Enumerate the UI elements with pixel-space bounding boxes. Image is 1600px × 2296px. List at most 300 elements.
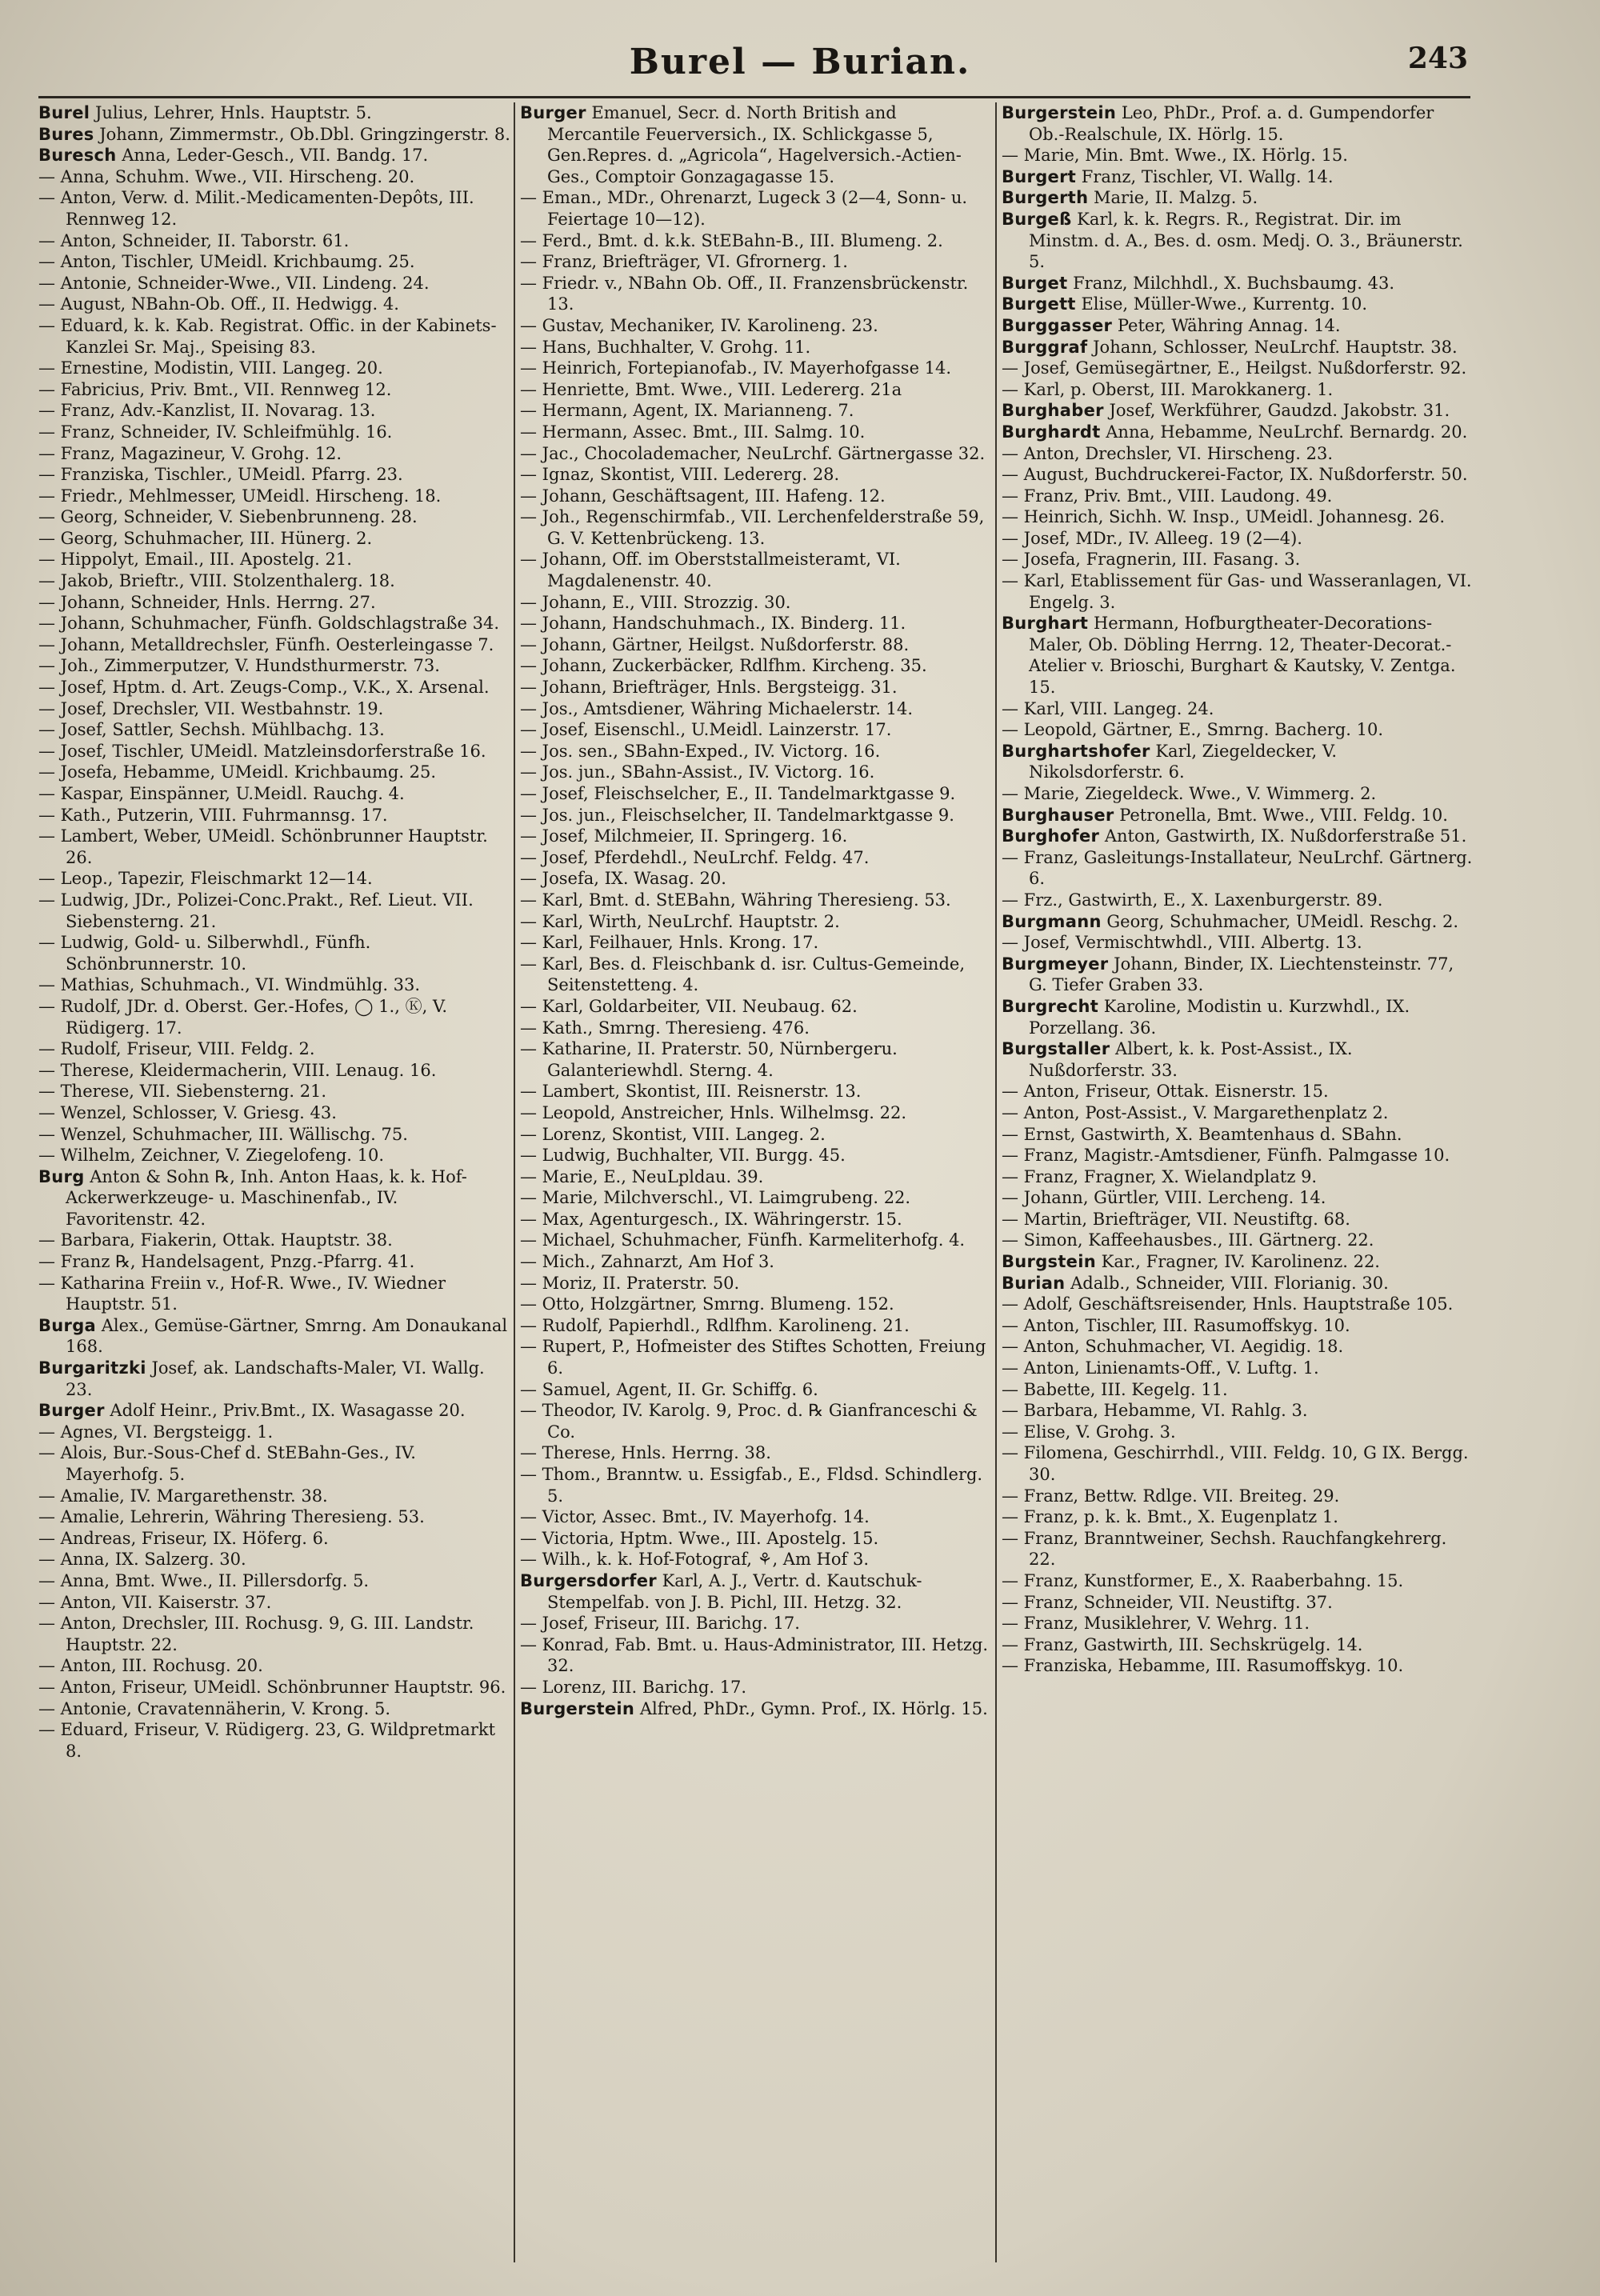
entry-details: — Johann, Schneider, Hnls. Herrng. 27. xyxy=(38,592,376,612)
directory-entry xyxy=(1002,890,1474,911)
directory-entry xyxy=(38,634,510,656)
directory-entry xyxy=(1002,1358,1474,1379)
entry-details: — Georg, Schuhmacher, III. Hünerg. 2. xyxy=(38,528,373,548)
directory-entry xyxy=(38,464,510,486)
directory-entry xyxy=(520,1698,992,1720)
directory-entry xyxy=(38,1315,510,1358)
entry-details: — Ludwig, Gold- u. Silberwhdl., Fünfh. Schönbrunnerstr. 10. xyxy=(38,933,371,974)
directory-entry xyxy=(38,805,510,826)
entry-surname: Burian xyxy=(1002,1273,1066,1293)
directory-entry xyxy=(520,805,992,826)
directory-entry xyxy=(520,1400,992,1442)
entry-details: — Anton, Friseur, Ottak. Eisnerstr. 15. xyxy=(1002,1082,1329,1102)
entry-details: — Adolf, Geschäftsreisender, Hnls. Hauptstraße 105. xyxy=(1002,1294,1454,1314)
entry-details: — Rudolf, Papierhdl., Rdlfhm. Karolineng. 21. xyxy=(520,1315,910,1335)
directory-entry xyxy=(1002,337,1474,358)
entry-details: — Wenzel, Schlosser, V. Griesg. 43. xyxy=(38,1102,337,1122)
directory-entry xyxy=(520,1677,992,1698)
entry-details: Leo, PhDr., Prof. a. d. Gumpendorfer Ob.-Realschule, IX. Hörlg. 15. xyxy=(1029,103,1434,144)
entry-details: — Jos., Amtsdiener, Währing Michaelerstr. 14. xyxy=(520,698,913,718)
directory-entry xyxy=(1002,379,1474,401)
directory-entry xyxy=(38,549,510,570)
entry-details: — Ernst, Gastwirth, X. Beamtenhaus d. SBahn. xyxy=(1002,1124,1402,1144)
directory-entry xyxy=(38,400,510,422)
entry-details: — Kaspar, Einspänner, U.Meidl. Rauchg. 4. xyxy=(38,784,405,803)
directory-entry xyxy=(38,166,510,188)
directory-entry xyxy=(38,655,510,677)
directory-entry xyxy=(520,826,992,847)
entry-details: — Wenzel, Schuhmacher, III. Wällischg. 75. xyxy=(38,1124,408,1144)
entry-details: — Joh., Zimmerputzer, V. Hundsthurmerstr. 73. xyxy=(38,656,440,676)
directory-entry xyxy=(520,634,992,656)
entry-surname: Burghaber xyxy=(1002,401,1104,421)
directory-entry xyxy=(1002,1038,1474,1081)
column-2 xyxy=(520,102,992,2278)
directory-entry xyxy=(520,1102,992,1124)
directory-entry xyxy=(1002,1486,1474,1507)
directory-entry xyxy=(38,145,510,166)
directory-entry xyxy=(38,719,510,741)
directory-entry xyxy=(38,294,510,315)
directory-entry xyxy=(520,1464,992,1506)
directory-entry xyxy=(38,528,510,550)
entry-surname: Burgerth xyxy=(1002,188,1089,208)
directory-entry xyxy=(1002,464,1474,486)
entry-details: — Josefa, Fragnerin, III. Fasang. 3. xyxy=(1002,550,1301,570)
directory-entry xyxy=(1002,741,1474,783)
directory-entry xyxy=(38,422,510,443)
directory-entry xyxy=(38,1677,510,1698)
entry-details: — August, NBahn-Ob. Off., II. Hedwigg. 4. xyxy=(38,294,399,314)
directory-entry xyxy=(520,1613,992,1634)
entry-details: — Josef, Sattler, Sechsh. Mühlbachg. 13. xyxy=(38,720,385,740)
directory-entry xyxy=(38,1528,510,1550)
entry-details: Karl, k. k. Regrs. R., Registrat. Dir. im Minstm. d. A., Bes. d. osm. Medj. O. 3., Bräunerstr. 5. xyxy=(1029,209,1463,272)
directory-entry xyxy=(38,506,510,528)
directory-entry xyxy=(520,1379,992,1401)
directory-entry xyxy=(520,868,992,890)
entry-details: — Anton, Linienamts-Off., V. Luftg. 1. xyxy=(1002,1358,1319,1378)
directory-entry xyxy=(38,698,510,720)
directory-entry xyxy=(1002,1209,1474,1230)
directory-entry xyxy=(38,1251,510,1273)
entry-details: — Jakob, Brieftr., VIII. Stolzenthalerg. 18. xyxy=(38,571,395,591)
directory-entry xyxy=(38,230,510,252)
directory-entry xyxy=(520,1315,992,1337)
directory-entry xyxy=(520,1528,992,1550)
entry-details: — Franz, Kunstformer, E., X. Raaberbahng. 15. xyxy=(1002,1570,1404,1590)
directory-entry xyxy=(1002,911,1474,933)
entry-surname: Burger xyxy=(38,1401,105,1421)
entry-details: — Leopold, Anstreicher, Hnls. Wilhelmsg. 22. xyxy=(520,1102,907,1122)
directory-entry xyxy=(520,358,992,379)
directory-entry xyxy=(38,613,510,634)
entry-surname: Burgersdorfer xyxy=(520,1570,657,1590)
directory-entry xyxy=(38,890,510,932)
directory-entry xyxy=(1002,847,1474,890)
entry-details: — Ferd., Bmt. d. k.k. StEBahn-B., III. Blumeng. 2. xyxy=(520,230,943,250)
directory-entry xyxy=(520,379,992,401)
entry-details: — Rupert, P., Hofmeister des Stiftes Schotten, Freiung 6. xyxy=(520,1337,986,1378)
entry-details: — Ludwig, JDr., Polizei-Conc.Prakt., Ref. Lieut. VII. Siebensterng. 21. xyxy=(38,890,474,931)
entry-details: Anna, Hebamme, NeuLrchf. Bernardg. 20. xyxy=(1100,422,1468,442)
entry-details: — Andreas, Friseur, IX. Höferg. 6. xyxy=(38,1528,329,1548)
entry-surname: Burgstein xyxy=(1002,1252,1096,1272)
column-divider xyxy=(995,102,997,2262)
directory-entry xyxy=(1002,1655,1474,1677)
directory-entry xyxy=(38,1698,510,1720)
directory-entry xyxy=(1002,1145,1474,1166)
directory-entry xyxy=(38,1442,510,1485)
directory-entry xyxy=(38,1655,510,1677)
directory-entry xyxy=(520,1209,992,1230)
entry-details: Johann, Zimmermstr., Ob.Dbl. Gringzingerstr. 8. xyxy=(94,124,510,144)
directory-entry xyxy=(520,762,992,783)
directory-entry xyxy=(1002,1506,1474,1528)
entry-details: — Johann, Briefträger, Hnls. Bergsteigg. 31. xyxy=(520,678,898,698)
directory-entry xyxy=(520,187,992,230)
directory-entry xyxy=(520,1336,992,1378)
entry-details: — Johann, Gärtner, Heilgst. Nußdorferstr. 88. xyxy=(520,634,910,654)
entry-details: — Karl, Feilhauer, Hnls. Krong. 17. xyxy=(520,933,819,953)
entry-details: — Amalie, IV. Margarethenstr. 38. xyxy=(38,1486,328,1506)
directory-entry xyxy=(1002,486,1474,507)
entry-details: — August, Buchdruckerei-Factor, IX. Nußdorferstr. 50. xyxy=(1002,465,1468,485)
directory-entry xyxy=(38,358,510,379)
entry-details: — Josef, Drechsler, VII. Westbahnstr. 19. xyxy=(38,698,384,718)
entry-details: — Franziska, Hebamme, III. Rasumoffskyg. 10. xyxy=(1002,1656,1404,1676)
directory-entry xyxy=(38,1719,510,1762)
directory-entry xyxy=(38,826,510,868)
directory-entry xyxy=(1002,443,1474,465)
entry-surname: Burggasser xyxy=(1002,315,1113,335)
column-1 xyxy=(38,102,510,2278)
directory-entry xyxy=(520,1230,992,1251)
entry-details: Anna, Leder-Gesch., VII. Bandg. 17. xyxy=(116,146,429,166)
directory-entry xyxy=(38,741,510,762)
entry-details: Alex., Gemüse-Gärtner, Smrng. Am Donaukanal 168. xyxy=(66,1315,508,1357)
entry-details: — Samuel, Agent, II. Gr. Schiffg. 6. xyxy=(520,1379,818,1399)
entry-details: Peter, Währing Annag. 14. xyxy=(1112,315,1341,335)
entry-surname: Burgerstein xyxy=(1002,103,1117,122)
entry-details: — Heinrich, Sichh. W. Insp., UMeidl. Johannesg. 26. xyxy=(1002,507,1446,527)
entry-details: — Anna, Schuhm. Wwe., VII. Hirscheng. 20. xyxy=(38,166,415,186)
directory-entry xyxy=(1002,1294,1474,1315)
entry-details: — Lorenz, III. Barichg. 17. xyxy=(520,1677,747,1697)
entry-details: — Johann, E., VIII. Strozzig. 30. xyxy=(520,592,791,612)
directory-entry xyxy=(520,1124,992,1146)
entry-surname: Burger xyxy=(520,103,586,122)
directory-entry xyxy=(1002,400,1474,422)
entry-details: — Agnes, VI. Bergsteigg. 1. xyxy=(38,1422,274,1442)
directory-entry xyxy=(38,1358,510,1400)
entry-details: — Martin, Briefträger, VII. Neustiftg. 68. xyxy=(1002,1209,1350,1229)
directory-entry xyxy=(520,506,992,549)
directory-entry xyxy=(1002,1442,1474,1485)
entry-details: — Marie, E., NeuLpldau. 39. xyxy=(520,1166,764,1186)
entry-details: — Franz, Adv.-Kanzlist, II. Novarag. 13. xyxy=(38,401,376,421)
directory-entry xyxy=(520,698,992,720)
directory-entry xyxy=(520,1145,992,1166)
entry-details: — Mathias, Schuhmach., VI. Windmühlg. 33. xyxy=(38,975,421,995)
entry-surname: Burghauser xyxy=(1002,805,1114,825)
directory-entry xyxy=(38,1506,510,1528)
entry-surname: Buresch xyxy=(38,146,117,166)
directory-entry xyxy=(520,890,992,911)
entry-details: — Georg, Schneider, V. Siebenbrunneng. 28. xyxy=(38,507,418,527)
entry-details: Kar., Fragner, IV. Karolinenz. 22. xyxy=(1095,1252,1380,1272)
entry-details: Alfred, PhDr., Gymn. Prof., IX. Hörlg. 15. xyxy=(634,1698,988,1718)
directory-entry xyxy=(38,187,510,230)
directory-entry xyxy=(38,677,510,698)
entry-surname: Burgrecht xyxy=(1002,996,1099,1016)
entry-details: — Heinrich, Fortepianofab., IV. Mayerhofgasse 14. xyxy=(520,358,952,378)
entry-details: — Anna, IX. Salzerg. 30. xyxy=(38,1550,246,1570)
entry-details: — Anton, Post-Assist., V. Margarethenplatz 2. xyxy=(1002,1102,1389,1122)
page-header xyxy=(0,42,1600,90)
entry-details: — Katharina Freiin v., Hof-R. Wwe., IV. Wiedner Hauptstr. 51. xyxy=(38,1273,446,1314)
entry-details: Hermann, Hofburgtheater-Decorations-Maler, Ob. Döbling Herrng. 12, Theater-Decorat.-Atelier v. Brioschi, Burghart & Kautsky, V. Zentga. 15. xyxy=(1029,614,1456,698)
directory-entry xyxy=(38,1081,510,1102)
entry-details: — Fabricius, Priv. Bmt., VII. Rennweg 12. xyxy=(38,379,392,399)
directory-entry xyxy=(520,230,992,252)
entry-surname: Burg xyxy=(38,1166,85,1186)
entry-details: — Theodor, IV. Karolg. 9, Proc. d. ℞ Gianfranceschi & Co. xyxy=(520,1401,978,1442)
entry-details: — Amalie, Lehrerin, Währing Theresieng. 53. xyxy=(38,1507,425,1527)
directory-entry xyxy=(1002,1400,1474,1422)
directory-entry xyxy=(520,847,992,869)
directory-entry xyxy=(1002,549,1474,570)
entry-details: Johann, Binder, IX. Liechtensteinstr. 77, G. Tiefer Graben 33. xyxy=(1029,954,1454,995)
directory-entry xyxy=(1002,1613,1474,1634)
entry-details: — Friedr., Mehlmesser, UMeidl. Hirscheng. 18. xyxy=(38,486,442,506)
entry-details: — Lambert, Skontist, III. Reisnerstr. 13. xyxy=(520,1082,862,1102)
directory-entry xyxy=(38,1060,510,1082)
entry-details: — Hermann, Assec. Bmt., III. Salmg. 10. xyxy=(520,422,866,442)
directory-entry xyxy=(520,400,992,422)
directory-entry xyxy=(520,1634,992,1677)
directory-entry xyxy=(1002,506,1474,528)
entry-details: — Josef, Friseur, III. Barichg. 17. xyxy=(520,1614,800,1634)
directory-entry xyxy=(520,1442,992,1464)
directory-entry xyxy=(1002,932,1474,954)
directory-entry xyxy=(520,549,992,591)
directory-entry xyxy=(1002,1315,1474,1337)
directory-entry xyxy=(520,1018,992,1039)
entry-details: — Kath., Smrng. Theresieng. 476. xyxy=(520,1018,810,1038)
entry-details: — Franz, Gastwirth, III. Sechskrügelg. 14. xyxy=(1002,1634,1363,1654)
entry-details: — Franziska, Tischler., UMeidl. Pfarrg. 23. xyxy=(38,465,403,485)
directory-entry xyxy=(520,1570,992,1613)
entry-details: — Leopold, Gärtner, E., Smrng. Bacherg. 10. xyxy=(1002,720,1384,740)
directory-entry xyxy=(1002,187,1474,209)
directory-entry xyxy=(38,1400,510,1422)
entry-surname: Burgerstein xyxy=(520,1698,635,1718)
entry-details: — Lorenz, Skontist, VIII. Langeg. 2. xyxy=(520,1124,826,1144)
entry-details: — Wilh., k. k. Hof-Fotograf, ⚘, Am Hof 3. xyxy=(520,1550,869,1570)
entry-details: — Franz, Bettw. Rdlge. VII. Breiteg. 29. xyxy=(1002,1486,1340,1506)
directory-entry xyxy=(1002,145,1474,166)
directory-entry xyxy=(1002,1422,1474,1443)
page-number: 243 xyxy=(1407,42,1468,75)
entry-details: — Jos. sen., SBahn-Exped., IV. Victorg. 16. xyxy=(520,741,881,761)
entry-details: — Anton, Tischler, UMeidl. Krichbaumg. 25. xyxy=(38,252,415,272)
entry-details: — Johann, Zuckerbäcker, Rdlfhm. Kircheng. 35. xyxy=(520,656,927,676)
directory-entry xyxy=(520,1166,992,1188)
directory-entry xyxy=(520,677,992,698)
entry-details: — Ernestine, Modistin, VIII. Langeg. 20. xyxy=(38,358,383,378)
directory-entry xyxy=(38,102,510,124)
entry-details: Karl, A. J., Vertr. d. Kautschuk-Stempelfab. von J. B. Pichl, III. Hetzg. 32. xyxy=(547,1570,922,1612)
directory-entry xyxy=(38,1592,510,1614)
entry-details: — Alois, Bur.-Sous-Chef d. StEBahn-Ges., IV. Mayerhofg. 5. xyxy=(38,1443,416,1484)
entry-details: — Joh., Regenschirmfab., VII. Lerchenfelderstraße 59, G. V. Kettenbrückeng. 13. xyxy=(520,507,985,548)
directory-entry xyxy=(520,1294,992,1315)
entry-surname: Burgert xyxy=(1002,166,1077,186)
directory-entry xyxy=(38,783,510,805)
directory-entry xyxy=(1002,1124,1474,1146)
entry-details: Petronella, Bmt. Wwe., VIII. Feldg. 10. xyxy=(1114,805,1448,825)
directory-entry xyxy=(1002,1528,1474,1570)
entry-details: — Franz, Priv. Bmt., VIII. Laudong. 49. xyxy=(1002,486,1333,506)
entry-details: — Wilhelm, Zeichner, V. Ziegelofeng. 10. xyxy=(38,1146,385,1166)
entry-details: — Jos. jun., Fleischselcher, II. Tandelmarktgasse 9. xyxy=(520,805,954,825)
entry-details: — Marie, Ziegeldeck. Wwe., V. Wimmerg. 2. xyxy=(1002,784,1377,803)
entry-details: — Therese, Kleidermacherin, VIII. Lenaug. 16. xyxy=(38,1060,437,1080)
directory-entry xyxy=(520,422,992,443)
directory-entry xyxy=(38,315,510,358)
directory-entry xyxy=(520,486,992,507)
entry-details: — Hans, Buchhalter, V. Grohg. 11. xyxy=(520,337,811,357)
entry-details: — Rudolf, Friseur, VIII. Feldg. 2. xyxy=(38,1039,315,1059)
directory-entry xyxy=(38,1273,510,1315)
directory-entry xyxy=(520,315,992,337)
directory-entry xyxy=(38,1486,510,1507)
entry-details: Franz, Tischler, VI. Wallg. 14. xyxy=(1076,166,1334,186)
directory-entry xyxy=(1002,209,1474,273)
directory-entry xyxy=(520,911,992,933)
directory-entry xyxy=(38,1038,510,1060)
directory-entry xyxy=(38,762,510,783)
entry-details: Emanuel, Secr. d. North British and Mercantile Feuerversich., IX. Schlickgasse 5, Gen.Repres. d. „Agricola“, Hagelversich.-Actien-Ges., Comptoir Gonzagagasse 15. xyxy=(547,103,962,186)
entry-details: Elise, Müller-Wwe., Kurrentg. 10. xyxy=(1075,294,1368,314)
entry-details: — Franz, Schneider, VII. Neustiftg. 37. xyxy=(1002,1592,1333,1612)
entry-surname: Burghartshofer xyxy=(1002,741,1150,761)
entry-details: — Victor, Assec. Bmt., IV. Mayerhofg. 14. xyxy=(520,1507,870,1527)
entry-details: — Marie, Min. Bmt. Wwe., IX. Hörlg. 15. xyxy=(1002,146,1348,166)
entry-details: — Jos. jun., SBahn-Assist., IV. Victorg. 16. xyxy=(520,762,875,782)
entry-details: — Michael, Schuhmacher, Fünfh. Karmeliterhofg. 4. xyxy=(520,1230,966,1250)
entry-details: — Simon, Kaffeehausbes., III. Gärtnerg. 22. xyxy=(1002,1230,1374,1250)
entry-details: Georg, Schuhmacher, UMeidl. Reschg. 2. xyxy=(1101,911,1458,931)
directory-entry xyxy=(520,783,992,805)
entry-details: Karl, Ziegeldecker, V. Nikolsdorferstr. 6. xyxy=(1029,741,1338,782)
entry-details: — Josef, Eisenschl., U.Meidl. Lainzerstr. 17. xyxy=(520,720,892,740)
entry-details: Adalb., Schneider, VIII. Florianig. 30. xyxy=(1065,1273,1389,1293)
entry-details: — Kath., Putzerin, VIII. Fuhrmannsg. 17. xyxy=(38,805,388,825)
directory-entry xyxy=(1002,826,1474,847)
directory-entry xyxy=(520,954,992,996)
directory-entry xyxy=(38,932,510,974)
entry-details: — Franz, Gasleitungs-Installateur, NeuLrchf. Gärtnerg. 6. xyxy=(1002,847,1473,889)
directory-entry xyxy=(38,379,510,401)
directory-entry xyxy=(520,1506,992,1528)
directory-entry xyxy=(520,464,992,486)
directory-entry xyxy=(1002,1570,1474,1592)
entry-details: Marie, II. Malzg. 5. xyxy=(1088,188,1258,208)
directory-entry xyxy=(38,1102,510,1124)
directory-entry xyxy=(38,996,510,1038)
entry-details: Josef, ak. Landschafts-Maler, VI. Wallg. 23. xyxy=(66,1358,485,1399)
entry-details: — Franz, Schneider, IV. Schleifmühlg. 16. xyxy=(38,422,393,442)
entry-surname: Burgett xyxy=(1002,294,1076,314)
entry-details: — Franz, Briefträger, VI. Gfrornerg. 1. xyxy=(520,252,848,272)
directory-entry xyxy=(520,741,992,762)
entry-details: — Antonie, Cravatennäherin, V. Krong. 5. xyxy=(38,1698,391,1718)
entry-details: — Mich., Zahnarzt, Am Hof 3. xyxy=(520,1252,774,1272)
header-rule xyxy=(38,96,1470,98)
directory-entry xyxy=(1002,1379,1474,1401)
entry-details: — Karl, Etablissement für Gas- und Wasseranlagen, VI. Engelg. 3. xyxy=(1002,571,1472,612)
entry-details: — Josef, MDr., IV. Alleeg. 19 (2—4). xyxy=(1002,528,1302,548)
entry-surname: Burel xyxy=(38,103,90,122)
directory-entry xyxy=(520,613,992,634)
directory-entry xyxy=(1002,1166,1474,1188)
directory-entry xyxy=(520,1273,992,1294)
entry-details: — Anton, Drechsler, VI. Hirscheng. 23. xyxy=(1002,443,1334,463)
entry-details: Anton, Gastwirth, IX. Nußdorferstraße 51. xyxy=(1099,826,1467,846)
entry-details: — Hermann, Agent, IX. Marianneng. 7. xyxy=(520,401,854,421)
directory-entry xyxy=(38,1145,510,1166)
entry-details: — Anton, Drechsler, III. Rochusg. 9, G. III. Landstr. Hauptstr. 22. xyxy=(38,1614,474,1654)
entry-details: — Franz, Fragner, X. Wielandplatz 9. xyxy=(1002,1166,1318,1186)
directory-entry xyxy=(38,1422,510,1443)
entry-details: — Friedr. v., NBahn Ob. Off., II. Franzensbrückenstr. 13. xyxy=(520,273,969,314)
entry-details: — Johann, Gürtler, VIII. Lercheng. 14. xyxy=(1002,1188,1326,1208)
entry-details: — Josefa, Hebamme, UMeidl. Krichbaumg. 25. xyxy=(38,762,437,782)
directory-entry xyxy=(1002,1336,1474,1358)
entry-details: — Babette, III. Kegelg. 11. xyxy=(1002,1379,1228,1399)
entry-details: — Antonie, Schneider-Wwe., VII. Lindeng. 24. xyxy=(38,273,430,293)
entry-details: — Hippolyt, Email., III. Apostelg. 21. xyxy=(38,550,352,570)
entry-surname: Burgmann xyxy=(1002,911,1102,931)
directory-entry xyxy=(520,337,992,358)
directory-entry xyxy=(38,868,510,890)
directory-entry xyxy=(1002,1102,1474,1124)
entry-details: — Josef, Gemüsegärtner, E., Heilgst. Nußdorferstr. 92. xyxy=(1002,358,1467,378)
directory-entry xyxy=(38,1570,510,1592)
directory-entry xyxy=(520,251,992,273)
entry-details: — Ludwig, Buchhalter, VII. Burgg. 45. xyxy=(520,1146,846,1166)
directory-entry xyxy=(1002,358,1474,379)
directory-entry xyxy=(520,1251,992,1273)
directory-entry xyxy=(38,974,510,996)
entry-details: — Anton, Friseur, UMeidl. Schönbrunner Hauptstr. 96. xyxy=(38,1677,506,1697)
entry-details: — Karl, Bes. d. Fleischbank d. isr. Cultus-Gemeinde, Seitenstetteng. 4. xyxy=(520,954,965,995)
entry-details: — Jac., Chocolademacher, NeuLrchf. Gärtnergasse 32. xyxy=(520,443,986,463)
column-3 xyxy=(1002,102,1474,2278)
entry-details: — Anna, Bmt. Wwe., II. Pillersdorfg. 5. xyxy=(38,1570,370,1590)
entry-details: — Josef, Vermischtwhdl., VIII. Albertg. 13. xyxy=(1002,933,1362,953)
entry-surname: Bures xyxy=(38,124,94,144)
directory-entry xyxy=(1002,783,1474,805)
entry-surname: Burget xyxy=(1002,273,1068,293)
directory-entry xyxy=(520,1187,992,1209)
directory-entry xyxy=(1002,102,1474,145)
entry-details: — Josef, Fleischselcher, E., II. Tandelmarktgasse 9. xyxy=(520,784,956,803)
directory-entry xyxy=(1002,805,1474,826)
entry-surname: Burghardt xyxy=(1002,422,1101,442)
